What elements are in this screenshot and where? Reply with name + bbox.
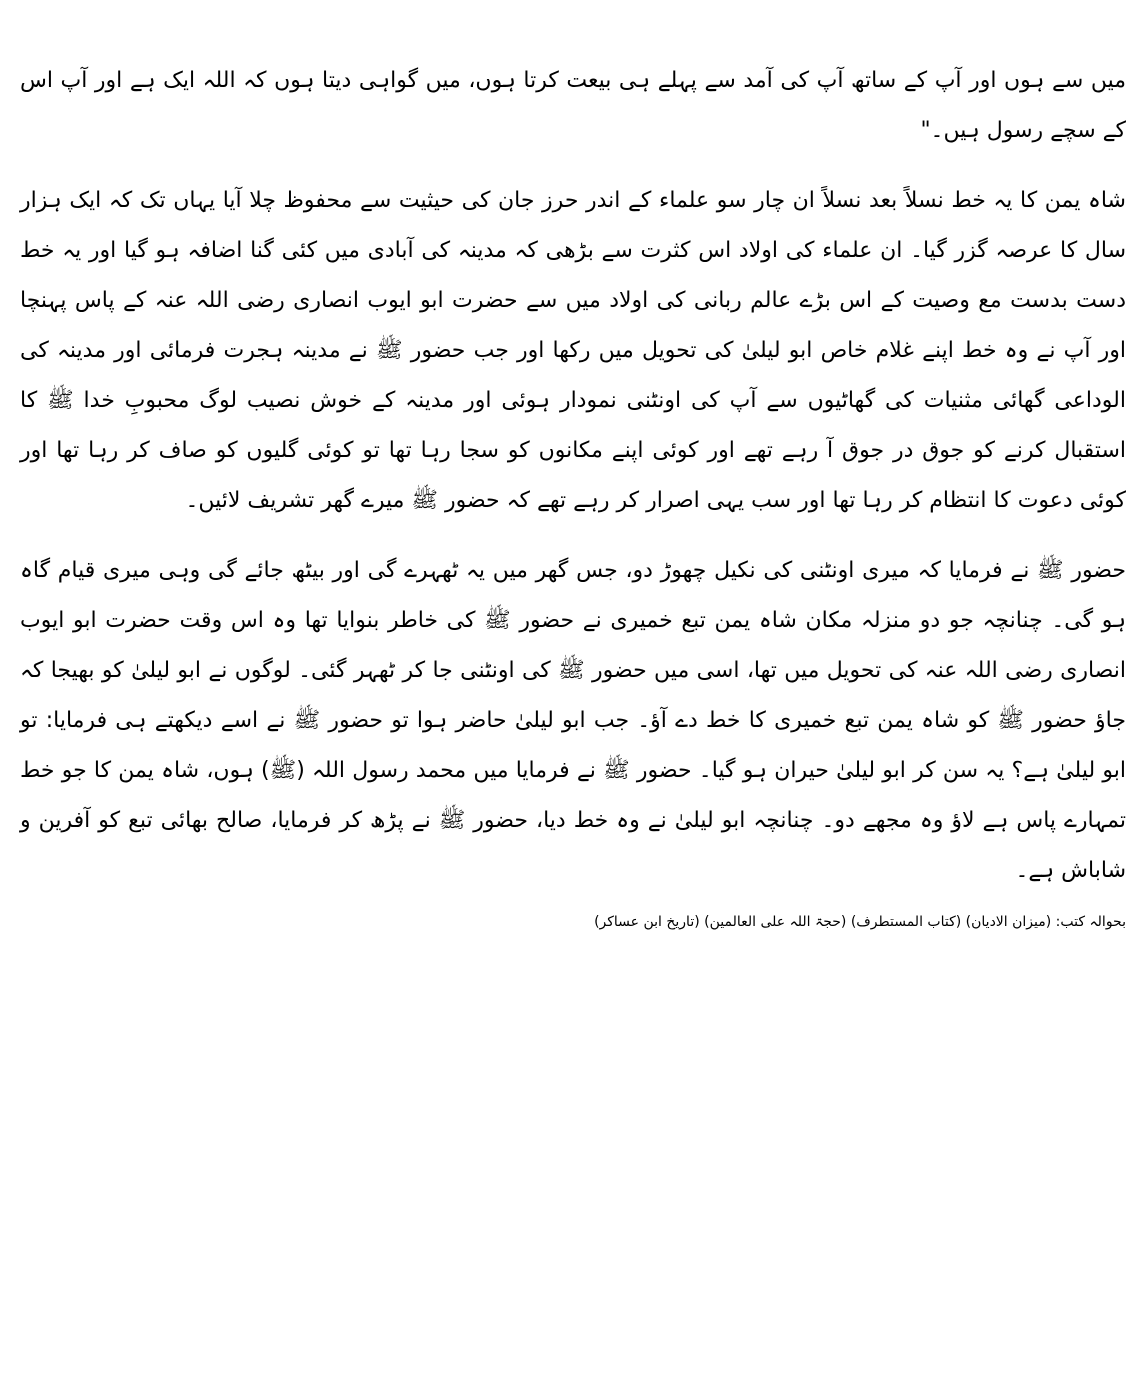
paragraph-oath: میں سے ہوں اور آپ کے ساتھ آپ کی آمد سے پہلے ہی بیعت کرتا ہوں، میں گواہی دیتا ہوں کہ اللہ ایک ہے اور آپ اس کے سچے رسول ہیں۔" xyxy=(20,68,1126,143)
book-references: بحوالہ کتب: (میزان الادیان) (کتاب المستطرف) (حجۃ اللہ علی العالمین) (تاریخ ابن عساکر) xyxy=(594,914,1126,930)
paragraph-arrival: حضور ﷺ نے فرمایا کہ میری اونٹنی کی نکیل چھوڑ دو، جس گھر میں یہ ٹھہرے گی اور بیٹھ جائے گی وہی میری قیام گاہ ہو گی۔ چنانچہ جو دو منزلہ مکان شاہ یمن تبع خمیری نے حضور ﷺ کی خاطر بنوایا تھا وہ اس وقت حضرت ابو ایوب انصاری رضی اللہ عنہ کی تحویل میں تھا، اسی میں حضور ﷺ کی اونٹنی جا کر ٹھہر گئی۔ لوگوں نے ابو لیلیٰ کو بھیجا کہ جاؤ حضور ﷺ کو شاہ یمن تبع خمیری کا خط دے آؤ۔ جب ابو لیلیٰ حاضر ہوا تو حضور ﷺ نے اسے دیکھتے ہی فرمایا: تو ابو لیلیٰ ہے؟ یہ سن کر ابو لیلیٰ حیران ہو گیا۔ حضور ﷺ نے فرمایا میں محمد رسول اللہ (ﷺ) ہوں، شاہ یمن کا جو خط تمہارے پاس ہے لاؤ وہ مجھے دو۔ چنانچہ ابو لیلیٰ نے وہ خط دیا، حضور ﷺ نے پڑھ کر فرمایا، صالح بھائی تبع کو آفرین و شاباش ہے۔ xyxy=(20,558,1126,883)
paragraph-letter-history: شاہ یمن کا یہ خط نسلاً بعد نسلاً ان چار سو علماء کے اندر حرز جان کی حیثیت سے محفوظ چلا آیا یہاں تک کہ ایک ہزار سال کا عرصہ گزر گیا۔ ان علماء کی اولاد اس کثرت سے بڑھی کہ مدینہ کی آبادی میں کئی گنا اضافہ ہو گیا اور یہ خط دست بدست مع وصیت کے اس بڑے عالم ربانی کی اولاد میں سے حضرت ابو ایوب انصاری رضی اللہ عنہ کے پاس پہنچا اور آپ نے وہ خط اپنے غلام خاص ابو لیلیٰ کی تحویل میں رکھا اور جب حضور ﷺ نے مدینہ ہجرت فرمائی اور مدینہ کی الوداعی گھائی مثنیات کی گھاٹیوں سے آپ کی اونٹنی نمودار ہوئی اور مدینہ کے خوش نصیب لوگ محبوبِ خدا ﷺ کا استقبال کرنے کو جوق در جوق آ رہے تھے اور کوئی اپنے مکانوں کو سجا رہا تھا تو کوئی گلیوں کو صاف کر رہا تھا اور کوئی دعوت کا انتظام کر رہا تھا اور سب یہی اصرار کر رہے تھے کہ حضور ﷺ میرے گھر تشریف لائیں۔ xyxy=(20,188,1126,513)
document-page xyxy=(20,56,1126,934)
